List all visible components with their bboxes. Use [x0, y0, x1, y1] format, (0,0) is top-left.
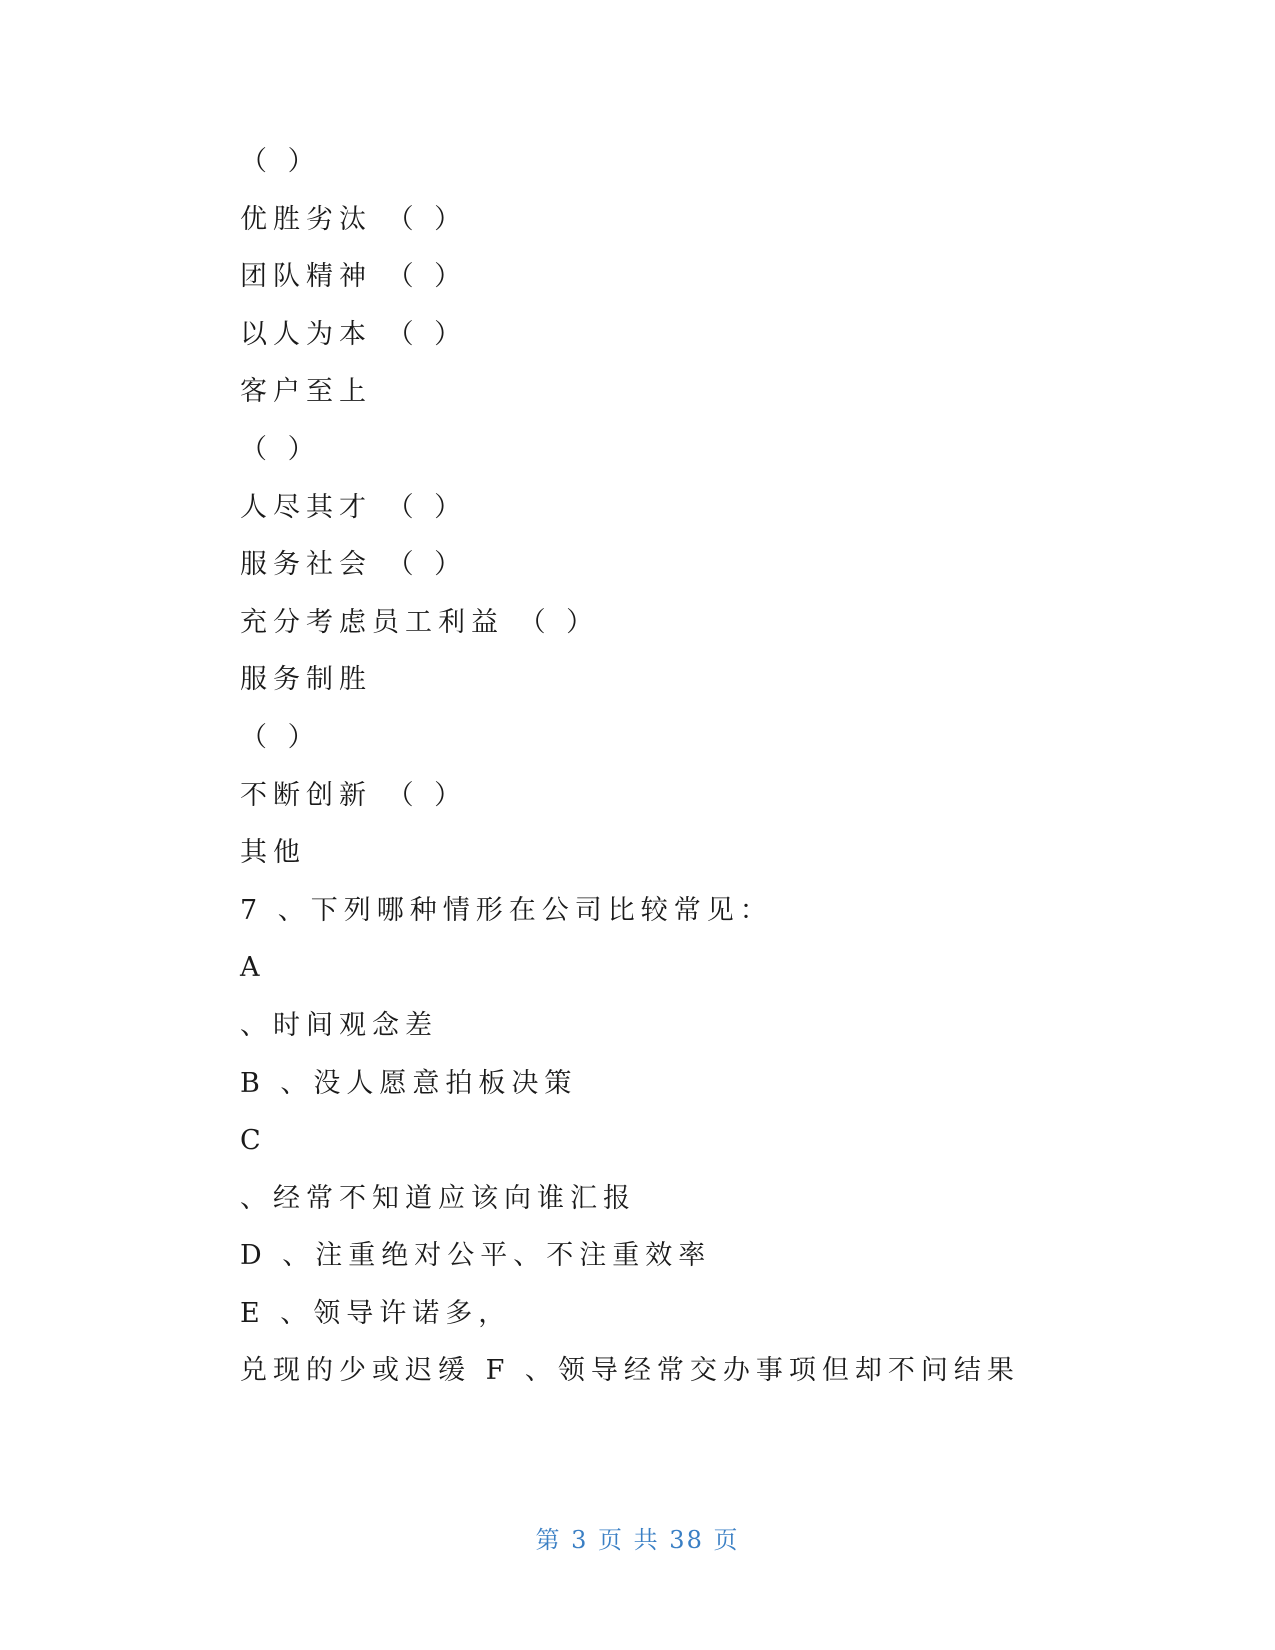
text-line-survival-of-fittest: 优胜劣汰 （ ） [240, 203, 468, 235]
text-line-option-blank: （ ） [240, 721, 321, 753]
text-line-service-wins: 服务制胜 [240, 664, 372, 696]
document-body [240, 140, 1040, 1407]
text-line-serve-society: 服务社会 （ ） [240, 549, 468, 581]
option-c-text: 、经常不知道应该向谁汇报 [240, 1182, 636, 1214]
text-line-option-blank: （ ） [240, 146, 321, 177]
option-e-f-continuation: 兑现的少或迟缓 F 、领导经常交办事项但却不问结果 [240, 1355, 1020, 1387]
option-a-label: A [240, 952, 266, 984]
text-line-employee-interest: 充分考虑员工利益 （ ） [240, 606, 600, 638]
option-e: E 、领导许诺多， [240, 1297, 512, 1329]
option-c-label: C [240, 1125, 267, 1157]
text-line-innovation: 不断创新 （ ） [240, 779, 468, 811]
option-d: D 、注重绝对公平、不注重效率 [240, 1240, 712, 1272]
option-b: B 、没人愿意拍板决策 [240, 1067, 578, 1099]
option-a-text: 、时间观念差 [240, 1009, 438, 1041]
text-line-other: 其他 [240, 837, 306, 869]
page-number-footer: 第 3 页 共 38 页 [535, 1526, 740, 1554]
question-7-title: 7 、下列哪种情形在公司比较常见： [240, 894, 773, 926]
text-line-team-spirit: 团队精神 （ ） [240, 261, 468, 293]
text-line-talent-use: 人尽其才 （ ） [240, 491, 468, 523]
text-line-customer-first: 客户至上 [240, 376, 372, 408]
text-line-option-blank: （ ） [240, 433, 321, 465]
text-line-people-oriented: 以人为本 （ ） [240, 318, 468, 350]
